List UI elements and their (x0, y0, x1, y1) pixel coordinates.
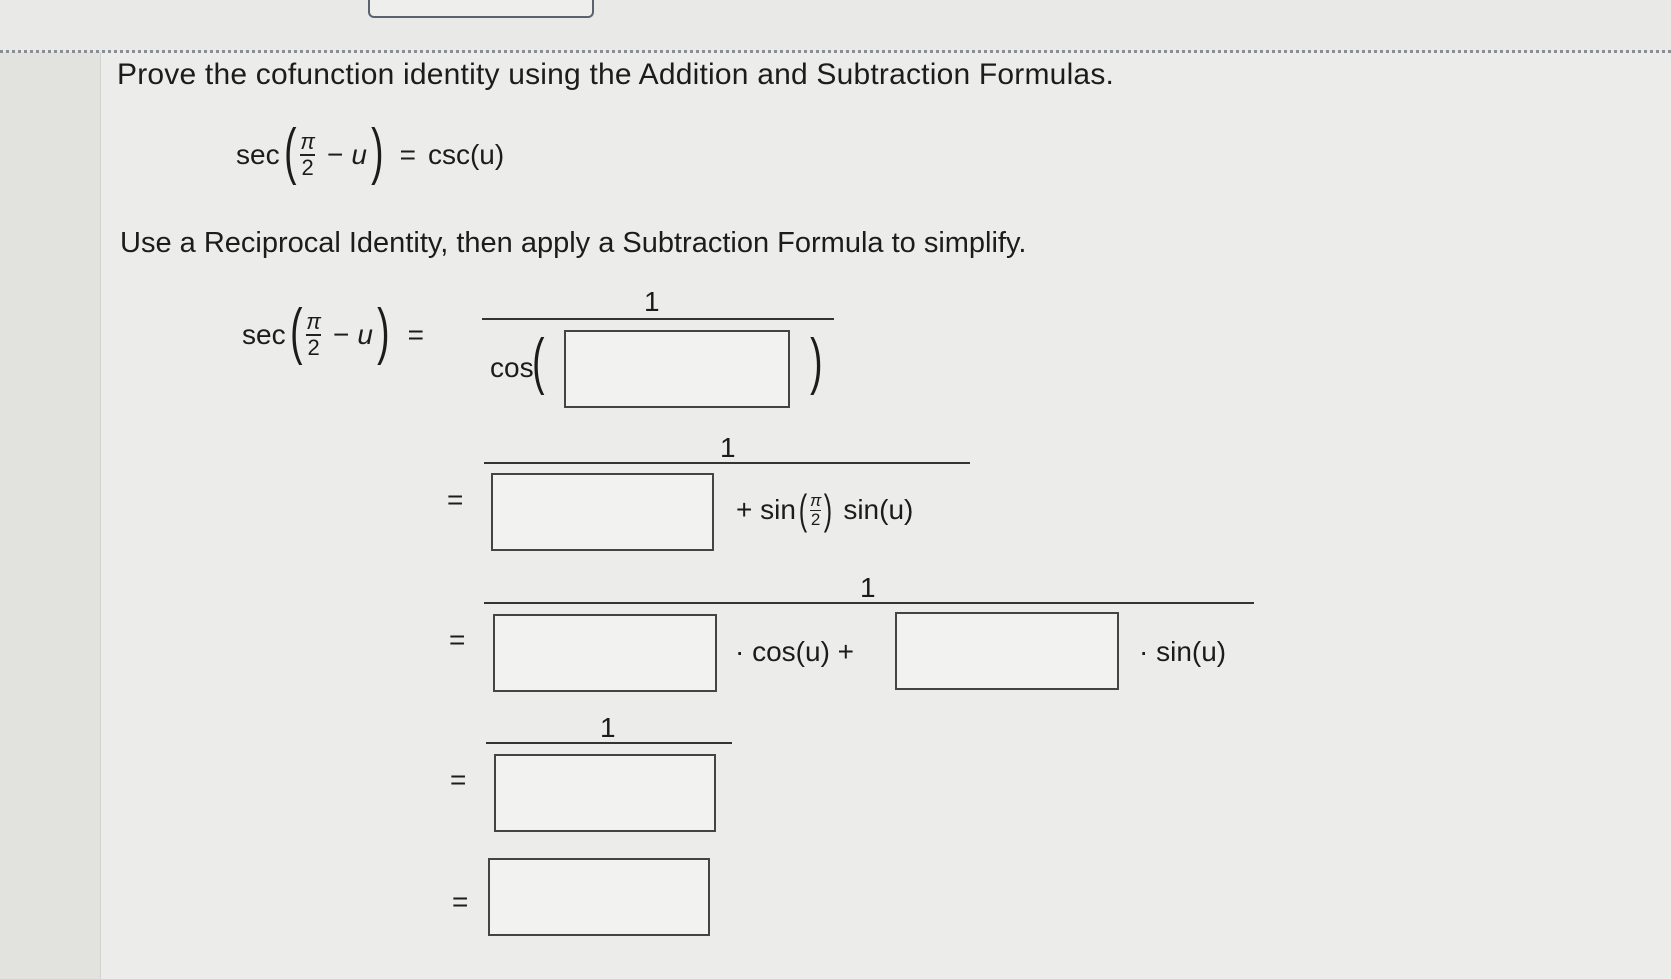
pi-symbol: π (300, 129, 315, 154)
plus-sin-label: + sin (736, 494, 796, 525)
step1-lhs (242, 297, 424, 366)
step4-fraction-bar (486, 742, 732, 744)
sec-label: sec (242, 319, 286, 350)
pi-over-2-fraction (306, 310, 321, 360)
top-tab-box[interactable] (368, 0, 594, 18)
step3-cos-coefficient-input[interactable] (493, 614, 717, 692)
step3-sin-term: · sin(u) (1139, 636, 1227, 667)
sec-label: sec (236, 139, 280, 170)
pi-symbol: π (809, 490, 822, 510)
step1-fraction-bar (482, 318, 834, 320)
denominator-2: 2 (307, 335, 320, 360)
denominator-2: 2 (810, 509, 821, 529)
open-paren: ( (289, 297, 303, 366)
step2-sin-expression (736, 486, 914, 533)
question-title: Prove the cofunction identity using the Addition and Subtraction Formulas. (117, 58, 1115, 91)
left-gutter (0, 52, 101, 979)
step1-open-paren: ( (532, 327, 545, 396)
identity-equation (236, 117, 505, 186)
step4-denominator-input[interactable] (494, 754, 716, 832)
open-paren: ( (283, 117, 297, 186)
variable-u: u (357, 319, 373, 350)
instruction-text: Use a Reciprocal Identity, then apply a Subtraction Formula to simplify. (120, 227, 1027, 259)
step3-numerator: 1 (860, 572, 876, 603)
denominator-2: 2 (301, 155, 314, 180)
step3-sin-coefficient-input[interactable] (895, 612, 1119, 690)
equals-sign: = (399, 139, 416, 170)
pi-symbol: π (306, 309, 321, 334)
step4-numerator: 1 (600, 712, 616, 743)
step2-numerator: 1 (720, 432, 736, 463)
step2-fraction-bar (484, 462, 970, 464)
step4-equals: = (450, 764, 467, 795)
step2-equals: = (447, 484, 464, 515)
step1-close-paren: ) (810, 327, 823, 396)
pi-over-2-fraction (300, 130, 315, 180)
csc-u: csc(u) (427, 139, 505, 170)
step1-cos-argument-input[interactable] (564, 330, 790, 408)
step3-cos-term: · cos(u) + (735, 636, 855, 667)
close-paren: ) (377, 297, 390, 366)
sin-u-label: sin(u) (843, 494, 914, 525)
close-paren: ) (824, 486, 833, 533)
step3-equals: = (449, 624, 466, 655)
dotted-divider (0, 50, 1671, 53)
step1-numerator: 1 (644, 286, 660, 317)
open-paren: ( (798, 486, 808, 533)
variable-u: u (351, 139, 367, 170)
step3-fraction-bar (484, 602, 1254, 604)
close-paren: ) (371, 117, 384, 186)
step5-equals: = (452, 886, 469, 917)
step1-cos-label: cos (490, 352, 534, 383)
minus-sign: − (326, 139, 344, 170)
step2-first-term-input[interactable] (491, 473, 714, 551)
minus-sign: − (332, 319, 350, 350)
step5-final-answer-input[interactable] (488, 858, 710, 936)
equals-sign: = (407, 319, 424, 350)
pi-over-2-fraction (810, 492, 821, 529)
